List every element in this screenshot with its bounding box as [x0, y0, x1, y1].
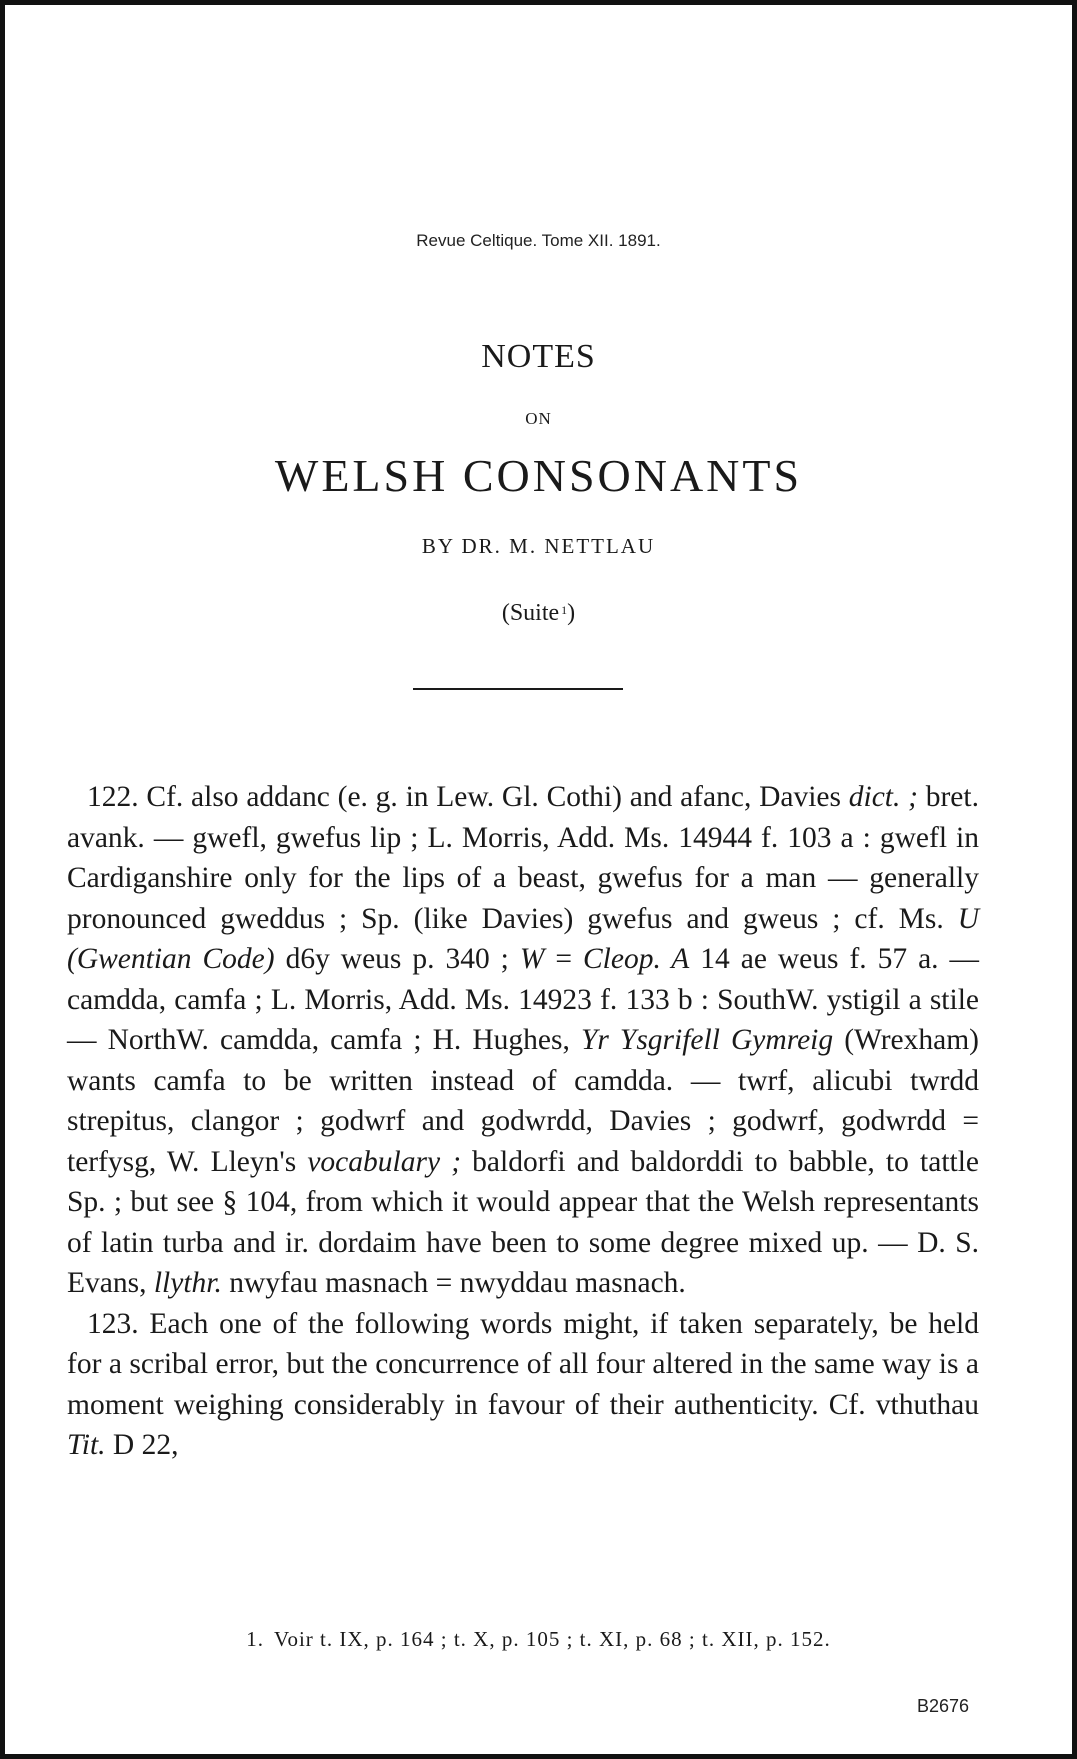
text-segment: 122. Cf. also addanc (e. g. in Lew. Gl. Cothi) and afanc, Davies — [87, 781, 849, 813]
paragraph — [67, 1304, 979, 1466]
italic-text: Yr Ysgrifell Gymreig — [580, 1024, 834, 1056]
text-segment: D 22, — [105, 1429, 179, 1461]
suite-close: ) — [567, 600, 576, 626]
footnote-ref-mark: 1 — [561, 603, 568, 617]
italic-text: U (Gwentian Code) — [67, 902, 979, 975]
footnote-text: Voir t. IX, p. 164 ; t. X, p. 105 ; t. XI, p. 68 ; t. XII, p. 152. — [273, 1627, 831, 1651]
suite-label — [5, 600, 1072, 627]
text-segment: (Wrexham) wants camfa to be written instead of camdda. — twrf, alicubi twrdd strepitus, clangor ; godwrf and godwrdd, Davies ; godwrf, godwrdd = terfysg, W. Lleyn's — [67, 1024, 979, 1178]
text-segment: 14 ae weus f. 57 a. — camdda, camfa ; L. Morris, Add. Ms. 14923 f. 133 b : SouthW. ystigil a stile — NorthW. camdda, camfa ; H. Hughes, — [67, 943, 980, 1056]
footnote — [5, 1627, 1072, 1652]
text-segment: bret. avank. — gwefl, gwefus lip ; L. Morris, Add. Ms. 14944 f. 103 a : gwefl in Cardiganshire only for the lips of a beast, gwefus for a man — generally pronounced gweddus ; Sp. (like Davies) gwefus and gweus ; cf. Ms. — [67, 781, 979, 935]
author-byline: BY DR. M. NETTLAU — [421, 534, 656, 558]
text-segment: baldorfi and baldorddi to babble, to tattle Sp. ; but see § 104, from which it would appear that the Welsh representants of latin turba and ir. dordaim have been to some degree mixed up. — D. S. Evans, — [67, 1145, 980, 1299]
italic-text: vocabulary ; — [307, 1145, 462, 1178]
catalog-stamp: B2676 — [917, 1696, 970, 1716]
paragraph — [67, 777, 979, 1304]
title-notes: NOTES — [481, 338, 596, 375]
italic-text: Tit. — [67, 1429, 106, 1461]
title-on: ON — [525, 409, 552, 428]
italic-text: llythr. — [153, 1267, 222, 1299]
footnote-mark: 1. — [246, 1627, 264, 1651]
text-segment: = — [544, 943, 583, 975]
italic-text: Cleop. A — [583, 943, 690, 975]
italic-text: W — [519, 943, 545, 975]
text-segment: d6y weus p. 340 ; — [274, 943, 520, 975]
text-segment: 123. Each one of the following words might, if taken separately, be held for a scribal error, but the concurrence of all four altered in the same way is a moment weighing considerably in favour of their authenticity. Cf. vthuthau — [67, 1307, 979, 1421]
suite-text: (Suite — [501, 600, 560, 626]
article-body — [67, 777, 979, 1466]
title-divider — [413, 688, 623, 690]
italic-text: dict. ; — [848, 781, 918, 813]
text-segment: nwyfau masnach = nwyddau masnach. — [221, 1267, 686, 1299]
source-line: Revue Celtique. Tome XII. 1891. — [416, 231, 661, 250]
page-title: WELSH CONSONANTS — [274, 450, 803, 501]
